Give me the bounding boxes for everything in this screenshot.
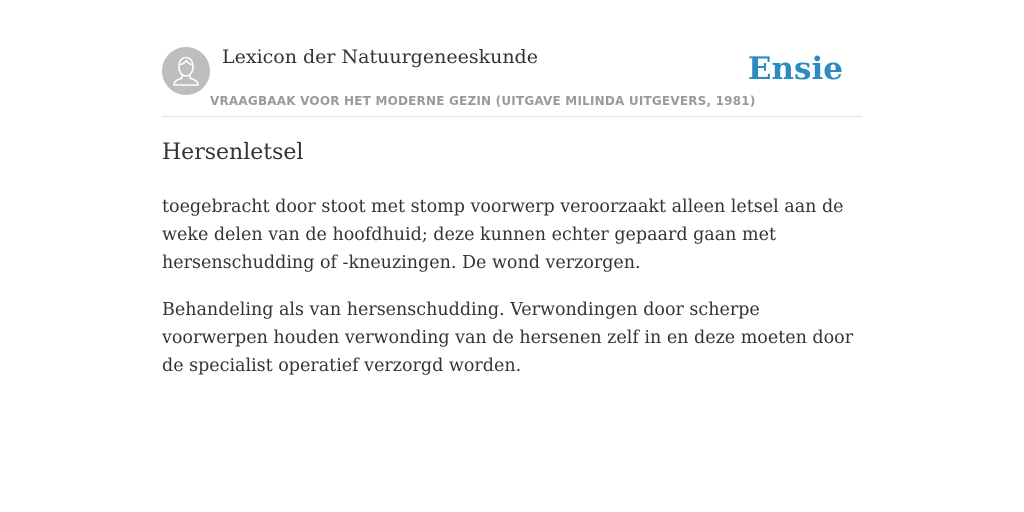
- author-avatar[interactable]: [162, 47, 210, 95]
- entry-paragraph: Behandeling als van hersenschudding. Verwondingen door scherpe voorwerpen houden verwonding van de hersenen zelf in en deze moeten door de specialist operatief verzorgd worden.: [162, 300, 854, 376]
- header: [162, 40, 862, 117]
- entry-paragraph: toegebracht door stoot met stomp voorwerp veroorzaakt alleen letsel aan de weke delen van de hoofdhuid; deze kunnen echter gepaard gaan met hersenschudding of -kneuzingen. De wond verzorgen.: [162, 197, 844, 273]
- entry-body: [162, 193, 862, 399]
- source-title[interactable]: Lexicon der Natuurgeneeskunde: [222, 46, 538, 68]
- entry-title: Hersenletsel: [162, 140, 304, 165]
- brand-logo[interactable]: Ensie: [747, 51, 843, 87]
- source-subtitle: VRAAGBAAK VOOR HET MODERNE GEZIN (UITGAVE MILINDA UITGEVERS, 1981): [210, 94, 756, 108]
- user-silhouette-icon: [162, 47, 210, 95]
